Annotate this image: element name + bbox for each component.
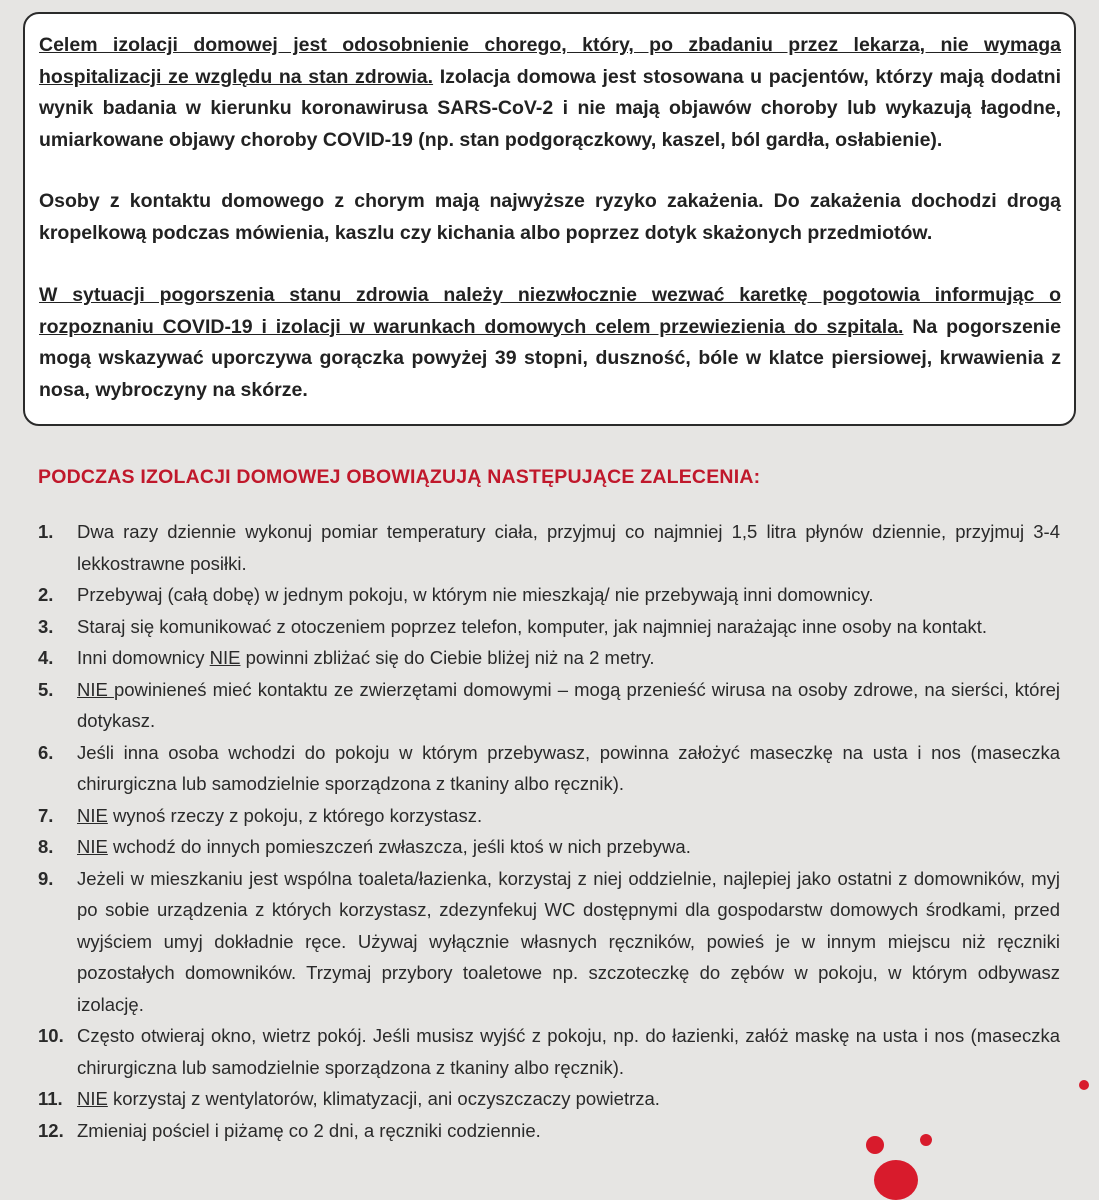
list-item	[38, 1115, 1060, 1147]
item-text: wchodź do innych pomieszczeń zwłaszcza, jeśli ktoś w nich przebywa.	[107, 836, 691, 857]
item-number: 2.	[38, 584, 54, 605]
list-item	[38, 516, 1060, 579]
list-item	[38, 579, 1060, 611]
decorative-dot	[920, 1134, 932, 1146]
item-text: Jeżeli w mieszkaniu jest wspólna toaleta/łazienka, korzystaj z niej oddzielnie, najlepiej jako ostatni z domowników, myj po sobie urządzenia z których korzystasz, zdezynfekuj WC dostępnymi dla gospodarstw domowych środkami, przed wyjściem umyj dokładnie ręce. Używaj wyłącznie własnych ręczników, powieś je w innym miejscu niż ręczniki pozostałych domowników. Trzymaj przybory toaletowe np. szczoteczkę do zębów w pokoju, w którym odbywasz izolację.	[77, 867, 1060, 1015]
item-number: 6.	[38, 741, 54, 763]
item-number: 9.	[38, 867, 54, 889]
intro-paragraph	[39, 30, 1061, 156]
item-text: wynoś rzeczy z pokoju, z którego korzystasz.	[107, 804, 483, 826]
list-item	[38, 1083, 1060, 1115]
item-text: powinni zbliżać się do Ciebie bliżej niż na 2 metry.	[240, 647, 655, 668]
contact-risk-paragraph: Osoby z kontaktu domowego z chorym mają najwyższe ryzyko zakażenia. Do zakażenia dochodzi drogą kropelkową podczas mówienia, kaszlu czy kichania albo poprzez dotyk skażonych przedmiotów.	[39, 190, 1061, 244]
list-item	[38, 1020, 1060, 1083]
item-number: 1.	[38, 521, 54, 542]
recommendations-heading: PODCZAS IZOLACJI DOMOWEJ OBOWIĄZUJĄ NASTĘPUJĄCE ZALECENIA:	[38, 466, 761, 488]
emergency-paragraph	[39, 280, 1061, 406]
item-number: 5.	[38, 678, 54, 700]
intro-underlined-text: Celem izolacji domowej jest odosobnienie chorego, który, po zbadaniu przez lekarza, nie wymaga hospitalizacji ze względu na stan zdrowia.	[39, 34, 1061, 88]
item-text: Przebywaj (całą dobę) w jednym pokoju, w którym nie mieszkają/ nie przebywają inni domownicy.	[77, 584, 874, 605]
item-number: 10.	[38, 1025, 64, 1046]
info-box	[23, 12, 1076, 426]
list-item	[38, 800, 1060, 832]
item-number: 8.	[38, 836, 54, 857]
decorative-dot	[866, 1136, 884, 1154]
item-number: 12.	[38, 1119, 64, 1141]
item-emphasis: NIE	[77, 836, 108, 857]
list-item	[38, 863, 1060, 1021]
list-item	[38, 611, 1060, 643]
item-emphasis: NIE	[77, 1088, 108, 1109]
item-emphasis: NIE	[77, 678, 114, 700]
item-emphasis: NIE	[77, 804, 108, 826]
list-item	[38, 737, 1060, 800]
recommendations-list	[38, 516, 1060, 1146]
item-text: Jeśli inna osoba wchodzi do pokoju w którym przebywasz, powinna założyć maseczkę na usta i nos (maseczka chirurgiczna lub samodzielnie sporządzona z tkaniny albo ręcznik).	[77, 741, 1060, 794]
decorative-dot	[1079, 1080, 1089, 1090]
item-number: 7.	[38, 804, 54, 826]
item-prefix: Inni domownicy	[77, 647, 210, 668]
item-emphasis: NIE	[209, 647, 241, 668]
item-text: korzystaj z wentylatorów, klimatyzacji, ani oczyszczaczy powietrza.	[107, 1088, 660, 1109]
list-item	[38, 831, 1060, 863]
item-text: Zmieniaj pościel i piżamę co 2 dni, a ręczniki codziennie.	[77, 1119, 541, 1141]
intro-text: Izolacja domowa jest stosowana u pacjentów, którzy mają dodatni wynik badania w kierunku koronawirusa SARS-CoV-2 i nie mają objawów choroby lub wykazują łagodne, umiarkowane objawy choroby COVID-19 (np. stan podgorączkowy, kaszel, ból gardła, osłabienie).	[39, 65, 1061, 151]
emergency-underlined-text: W sytuacji pogorszenia stanu zdrowia należy niezwłocznie wezwać karetkę pogotowia informując o rozpoznaniu COVID-19 i izolacji w warunkach domowych celem przewiezienia do szpitala.	[39, 284, 1061, 338]
item-text: Staraj się komunikować z otoczeniem poprzez telefon, komputer, jak najmniej narażając inne osoby na kontakt.	[77, 615, 988, 637]
item-number: 4.	[38, 647, 54, 668]
item-text: Często otwieraj okno, wietrz pokój. Jeśli musisz wyjść z pokoju, np. do łazienki, załóż maskę na usta i nos (maseczka chirurgiczna lub samodzielnie sporządzona z tkaniny albo ręcznik).	[77, 1025, 1060, 1078]
decorative-splash	[874, 1160, 918, 1200]
item-text: Dwa razy dziennie wykonuj pomiar temperatury ciała, przyjmuj co najmniej 1,5 litra płynów dziennie, przyjmuj 3-4 lekkostrawne posiłki.	[77, 521, 1060, 574]
list-item	[38, 674, 1060, 737]
item-text: powinieneś mieć kontaktu ze zwierzętami domowymi – mogą przenieść wirusa na osoby zdrowe, na sierści, której dotykasz.	[77, 678, 1060, 731]
item-number: 11.	[38, 1088, 63, 1109]
list-item	[38, 642, 1060, 674]
emergency-text: Na pogorszenie mogą wskazywać uporczywa gorączka powyżej 39 stopni, duszność, bóle w klatce piersiowej, krwawienia z nosa, wybroczyny na skórze.	[39, 315, 1061, 401]
item-number: 3.	[38, 615, 54, 637]
